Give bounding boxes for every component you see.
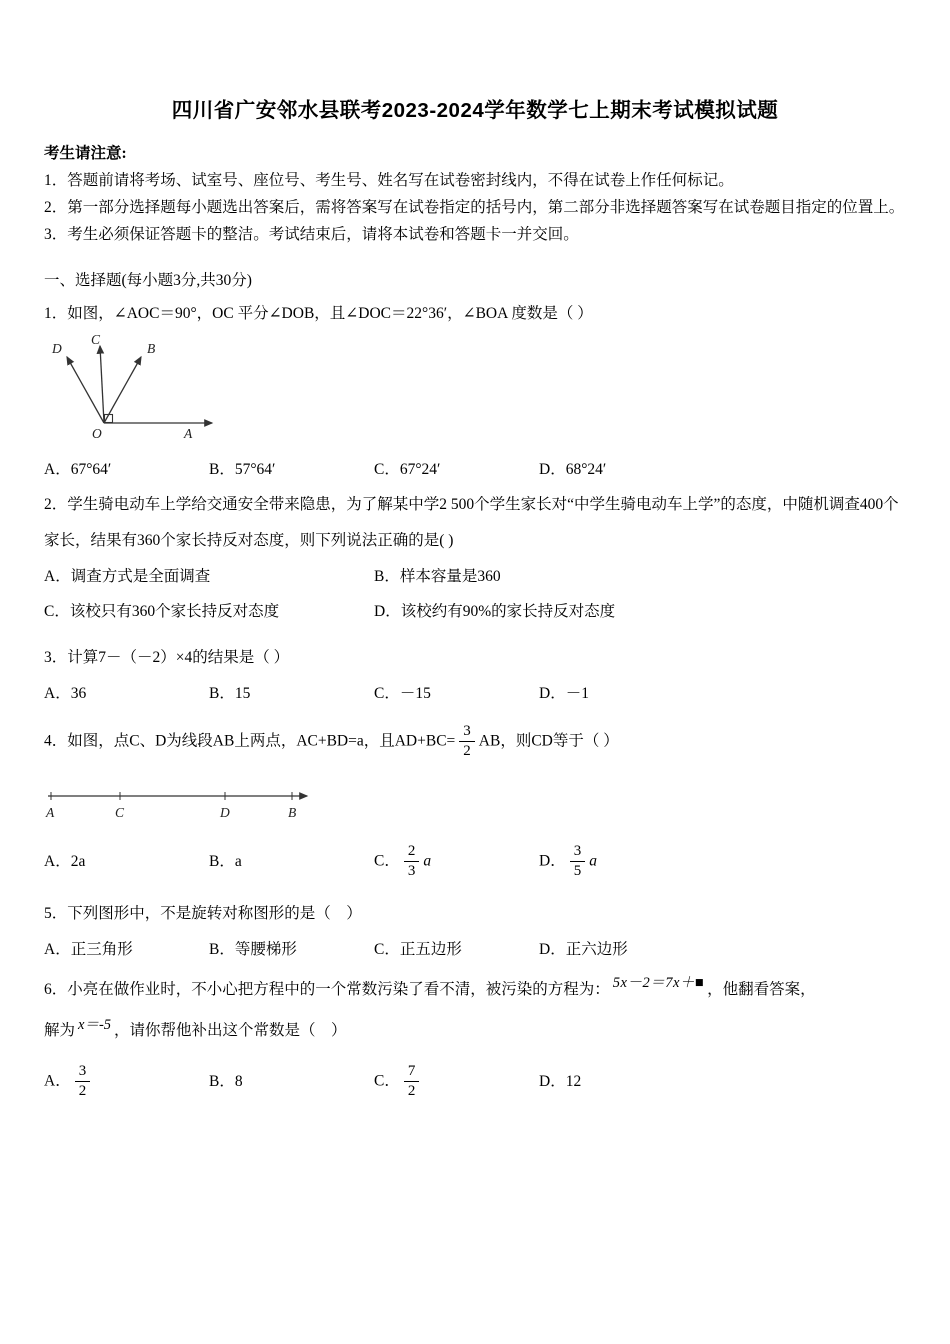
q6-option-a [44,1061,209,1103]
question-1-text: 1．如图，∠AOC＝90°，OC 平分∠DOB，且∠DOC＝22°36′，∠BOA 度数是（ ） [44,304,593,322]
q2-option-a: A．调查方式是全面调查 [44,567,211,585]
label-D: D [220,804,230,820]
q5-option-d: D．正六边形 [539,940,628,958]
notice-section [44,141,906,249]
notice-item-2: 2．第一部分选择题每小题选出答案后，需将答案写在试卷指定的括号内，第二部分非选择题答案写在试卷题目指定的位置上。 [44,198,905,216]
q4-inline-fraction [459,723,475,761]
q4-text-before: 4．如图，点C、D为线段AB上两点，AC+BD=a，且AD+BC= [44,732,456,750]
question-1-options [44,458,906,481]
fraction-numerator: 3 [459,723,475,742]
label-B: B [288,804,297,820]
q6-option-a-fraction [75,1063,91,1101]
label-B: B [147,341,156,357]
label-A: A [46,804,55,820]
question-2-text: 2．学生骑电动车上学给交通安全带来隐患，为了解某中学2 500个学生家长对“中学生骑电动车上学”的态度，中随机调查400个家长，结果有360个家长持反对态度，则下列说法正确的是( ) [44,496,899,550]
ray-OC [100,346,104,423]
fraction-denominator: 2 [407,1083,416,1100]
q6-option-c-fraction [404,1063,420,1101]
q6-blotted-equation: 5x－2＝7x＋■ [612,974,705,991]
q4-option-d-fraction [570,843,586,881]
q5-option-b: B．等腰梯形 [209,940,297,958]
q4-option-c-variable: a [423,852,432,870]
question-6-text-line-1 [44,974,906,1002]
label-O: O [92,426,102,442]
q3-option-a: A．36 [44,684,87,702]
fraction-denominator: 3 [407,862,416,879]
fraction-denominator: 5 [573,862,582,879]
question-2-options-row-1 [44,559,906,595]
q1-option-a: A．67°64′ [44,461,112,479]
q3-option-d: D．－1 [539,684,589,702]
q4-option-c [374,841,539,883]
question-4-options [44,841,906,883]
q6-text-mid: ，他翻看答案， [707,980,816,998]
q6-solution-value: x＝-5 [78,1017,112,1034]
q4-text-after: AB，则CD等于（ ） [478,732,619,750]
question-6-options [44,1061,906,1103]
q4-option-c-fraction [404,843,420,881]
fraction-numerator: 7 [404,1063,420,1082]
q6-option-c [374,1061,539,1103]
q1-option-b: B．57°64′ [209,461,276,479]
ray-OD [67,357,104,423]
label-A: A [184,426,193,442]
q4-option-c-label: C． [374,852,400,870]
q6-line2-before: 解为 [44,1022,76,1040]
q4-option-d [539,841,906,883]
fraction-numerator: 3 [75,1063,91,1082]
q2-option-b: B．样本容量是360 [374,567,501,585]
q3-option-b: B．15 [209,684,251,702]
q1-option-d: D．68°24′ [539,461,607,479]
label-D: D [52,341,62,357]
label-C: C [91,333,101,348]
question-3-options [44,676,906,712]
notice-item-3: 3．考生必须保证答题卡的整洁。考试结束后，请将本试卷和答题卡一并交回。 [44,225,579,243]
section-1-heading: 一、选择题(每小题3分,共30分) [44,271,252,289]
question-3-text: 3．计算7－（－2）×4的结果是（ ） [44,648,290,666]
q4-option-d-variable: a [589,852,597,870]
q2-option-c: C．该校只有360个家长持反对态度 [44,603,280,621]
q2-option-d: D．该校约有90%的家长持反对态度 [374,603,616,621]
question-2-options-row-2 [44,594,906,630]
fraction-numerator: 3 [570,843,586,862]
ray-OB [104,357,141,423]
q6-option-a-label: A． [44,1072,71,1090]
q6-text-before: 6．小亮在做作业时，不小心把方程中的一个常数污染了看不清，被污染的方程为： [44,980,610,998]
q4-option-a: A．2a [44,852,86,870]
page-title: 四川省广安邻水县联考2023-2024学年数学七上期末考试模拟试题 [171,99,779,122]
fraction-denominator: 2 [78,1083,87,1100]
question-5-text: 5．下列图形中，不是旋转对称图形的是（ ） [44,905,362,923]
q3-option-c: C．－15 [374,684,431,702]
q1-option-c: C．67°24′ [374,461,441,479]
question-5-options [44,932,906,968]
q4-option-b: B．a [209,852,242,870]
q5-option-a: A．正三角形 [44,940,133,958]
label-C: C [115,804,125,820]
fraction-denominator: 2 [463,743,471,760]
question-6-text-line-2 [44,1019,906,1043]
question-4-segment-figure [44,785,316,823]
fraction-numerator: 2 [404,843,420,862]
q6-line2-after: ，请你帮他补出这个常数是（ ） [114,1022,347,1040]
q6-option-c-label: C． [374,1072,400,1090]
notice-item-1: 1．答题前请将考场、试室号、座位号、考生号、姓名写在试卷密封线内，不得在试卷上作任何标记。 [44,171,734,189]
notice-header: 考生请注意: [44,144,127,162]
q4-option-d-label: D． [539,852,566,870]
q6-option-b: B．8 [209,1073,243,1091]
question-1-angle-figure [44,333,244,448]
q6-option-d: D．12 [539,1073,582,1091]
question-4-text [44,721,906,763]
q5-option-c: C．正五边形 [374,940,462,958]
